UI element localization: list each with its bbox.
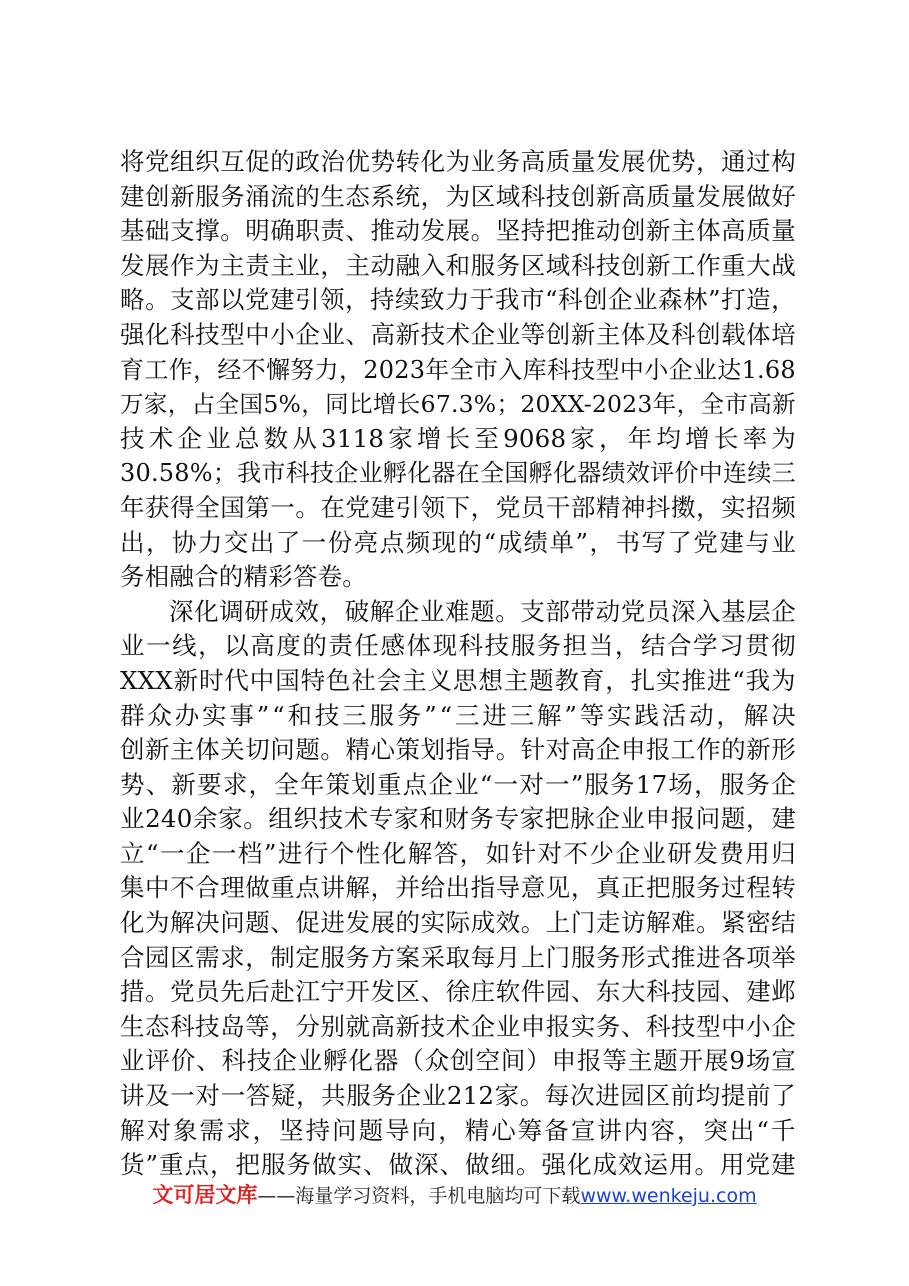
text-line: 措 。 党 员 先 后 赴 江 宁 开 发 区 、 徐 庄 软 件 园 、 东 大 科 技 园 、 建 邺 [120, 977, 796, 1007]
text-line: 育 工 作 ， 经 不 懈 努 力 ， 2023 年 全 市 入 库 科 技 型 中 小 企 业 达 1.68 [120, 355, 796, 384]
text-line: 集 中 不 合 理 做 重 点 讲 解 ， 并 给 出 指 导 意 见 ， 真 正 把 服 务 过 程 转 [120, 873, 796, 903]
text-line: 立 “ 一 企 一 档 ” 进 行 个 性 化 解 答 ， 如 针 对 不 少 企 业 研 发 费 用 归 [120, 838, 796, 868]
text-line: 万 家 ， 占 全 国 5% ， 同 比 增 长 67.3% ； 20XX-2023 年 ， 全 市 高 新 [120, 390, 796, 419]
body-text [120, 145, 796, 1183]
text-line: 势 、 新 要 求 ， 全 年 策 划 重 点 企 业 “ 一 对 一 ” 服 务 17 场 ， 服 务 企 [120, 769, 796, 799]
footer-brand: 文可居文库 [152, 1183, 258, 1207]
footer-url-link[interactable]: www.wenkeju.com [580, 1185, 757, 1207]
text-line: 年 获 得 全 国 第 一 。 在 党 建 引 领 下 ， 党 员 干 部 精 神 抖 擞 ， 实 招 频 [120, 492, 796, 522]
text-line: 将 党 组 织 互 促 的 政 治 优 势 转 化 为 业 务 高 质 量 发 展 优 势 ， 通 过 构 [120, 147, 796, 176]
text-line: 技 术 企 业 总 数 从 3118 家 增 长 至 9068 家 ， 年 均 增 长 率 为 [120, 423, 796, 453]
text-line: 略 。 支 部 以 党 建 引 领 ， 持 续 致 力 于 我 市 “ 科 创 企 业 森 林 ” 打 造 ， [120, 285, 796, 315]
text-line: 强 化 科 技 型 中 小 企 业 、 高 新 技 术 企 业 等 创 新 主 体 及 科 创 载 体 培 [120, 319, 796, 349]
text-line: 发 展 作 为 主 责 主 业 ， 主 动 融 入 和 服 务 区 域 科 技 创 新 工 作 重 大 战 [120, 250, 796, 280]
text-line: 业 240 余 家 。 组 织 技 术 专 家 和 财 务 专 家 把 脉 企 业 申 报 问 题 ， 建 [120, 804, 796, 834]
text-line: 业 一 线 ， 以 高 度 的 责 任 感 体 现 科 技 服 务 担 当 ， 结 合 学 习 贯 彻 [120, 631, 796, 661]
text-line: 建 创 新 服 务 涌 流 的 生 态 系 统 ， 为 区 域 科 技 创 新 高 质 量 发 展 做 好 [120, 181, 796, 211]
text-line: 务相融合的精彩答卷。 [120, 562, 367, 592]
footer-slogan: ——海量学习资料，手机电脑均可下载 [257, 1185, 581, 1207]
text-line: 化 为 解 决 问 题 、 促 进 发 展 的 实 际 成 效 。 上 门 走 访 解 难 。 紧 密 结 [120, 908, 796, 938]
text-line: 群 众 办 实 事 ” “ 和 技 三 服 务 ” “ 三 进 三 解 ” 等 实 践 活 动 ， 解 决 [120, 700, 796, 730]
text-line: 讲 及 一 对 一 答 疑 ， 共 服 务 企 业 212 家 。 每 次 进 园 区 前 均 提 前 了 [120, 1081, 796, 1111]
text-line: 货 ” 重 点 ， 把 服 务 做 实 、 做 深 、 做 细 。 强 化 成 效 运 用 。 用 党 建 [120, 1150, 796, 1180]
text-line: 30.58% ； 我 市 科 技 企 业 孵 化 器 在 全 国 孵 化 器 绩 效 评 价 中 连 续 三 [120, 459, 796, 488]
text-line: 基 础 支 撑 。 明 确 职 责 、 推 动 发 展 。 坚 持 把 推 动 创 新 主 体 高 质 量 [120, 216, 796, 246]
footer-banner [0, 1180, 909, 1211]
text-line: 生 态 科 技 岛 等 ， 分 别 就 高 新 技 术 企 业 申 报 实 务 、 科 技 型 中 小 企 [120, 1011, 796, 1041]
text-line: XXX 新 时 代 中 国 特 色 社 会 主 义 思 想 主 题 教 育 ， 扎 实 推 进 “ 我 为 [120, 665, 796, 695]
text-line: 出 ， 协 力 交 出 了 一 份 亮 点 频 现 的 “ 成 绩 单 ” ， 书 写 了 党 建 与 业 [120, 527, 796, 557]
text-line: 合 园 区 需 求 ， 制 定 服 务 方 案 采 取 每 月 上 门 服 务 形 式 推 进 各 项 举 [120, 942, 796, 972]
text-line: 解 对 象 需 求 ， 坚 持 问 题 导 向 ， 精 心 筹 备 宣 讲 内 容 ， 突 出 “ 千 [120, 1115, 796, 1145]
text-line: 创 新 主 体 关 切 问 题 。 精 心 策 划 指 导 。 针 对 高 企 申 报 工 作 的 新 形 [120, 735, 796, 765]
text-line: 业 评 价 、 科 技 企 业 孵 化 器 （ 众 创 空 间 ） 申 报 等 主 题 开 展 9 场 宣 [120, 1046, 796, 1076]
text-line: 深 化 调 研 成 效 ， 破 解 企 业 难 题 。 支 部 带 动 党 员 深 入 基 层 企 [169, 596, 796, 626]
